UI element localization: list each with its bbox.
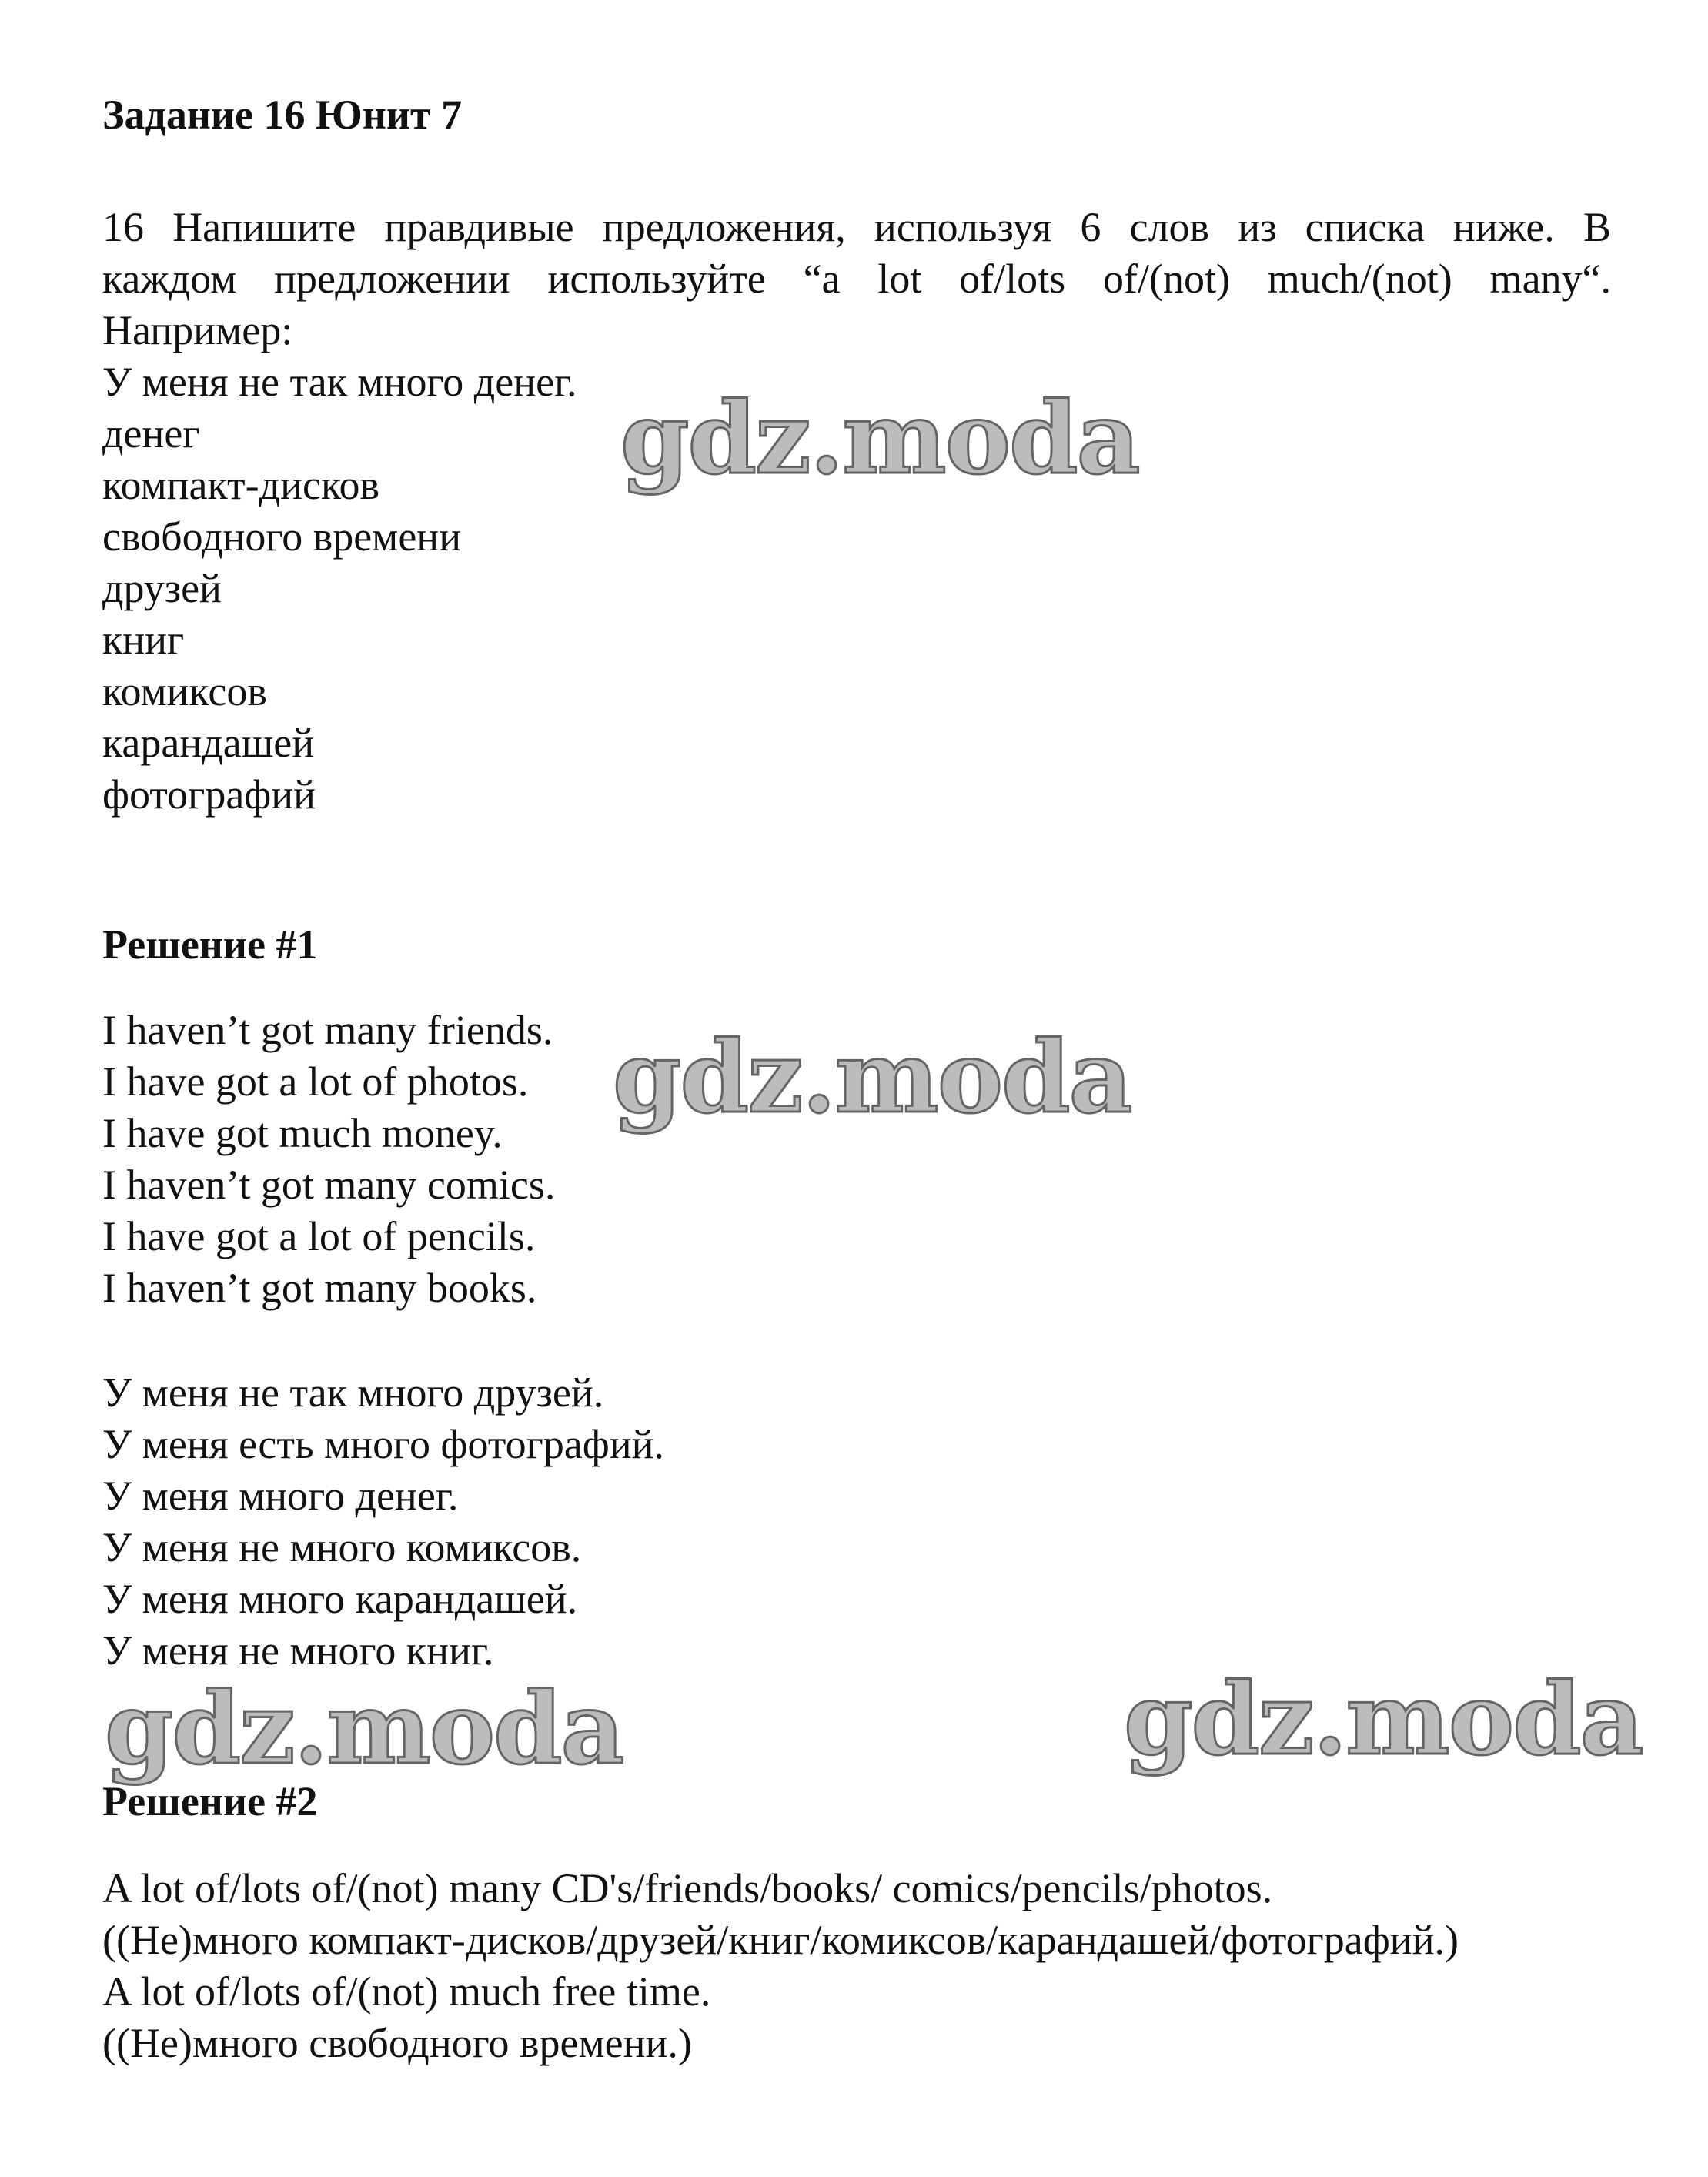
solution-1-english-line: I have got a lot of photos. bbox=[102, 1058, 529, 1105]
page-title: Задание 16 Юнит 7 bbox=[102, 92, 463, 138]
solution-1-russian-line: У меня не так много друзей. bbox=[102, 1369, 604, 1416]
watermark-logo: gdz.moda bbox=[105, 1671, 623, 1787]
solution-1-english-line: I haven’t got many books. bbox=[102, 1265, 537, 1311]
word-list-item: друзей bbox=[102, 565, 222, 611]
watermark-logo: gdz.moda bbox=[613, 1020, 1131, 1135]
solution-1-russian-line: У меня много денег. bbox=[102, 1473, 459, 1519]
solution-1-heading: Решение #1 bbox=[102, 921, 318, 968]
word-list-item: фотографий bbox=[102, 771, 316, 818]
watermark-logo: gdz.moda bbox=[1124, 1662, 1643, 1777]
solution-2-heading: Решение #2 bbox=[102, 1778, 318, 1824]
example-sentence: У меня не так много денег. bbox=[102, 359, 577, 405]
solution-2-line: ((Не)много свободного времени.) bbox=[102, 2020, 692, 2066]
solution-1-russian-line: У меня не много комиксов. bbox=[102, 1524, 582, 1570]
solution-1-english-line: I haven’t got many friends. bbox=[102, 1007, 553, 1053]
word-list-item: свободного времени bbox=[102, 513, 462, 560]
word-list-item: компакт-дисков bbox=[102, 462, 379, 508]
watermark-logo: gdz.moda bbox=[620, 381, 1139, 497]
solution-1-russian-line: У меня не много книг. bbox=[102, 1627, 494, 1674]
task-text-line-1: 16 Напишите правдивые предложения, используя 6 слов из списка ниже. В bbox=[102, 204, 1611, 250]
solution-2-line: A lot of/lots of/(not) many CD's/friends/books/ comics/pencils/photos. bbox=[102, 1865, 1273, 1911]
word-list-item: книг bbox=[102, 617, 185, 663]
word-list-item: карандашей bbox=[102, 720, 315, 766]
solution-1-russian-line: У меня есть много фотографий. bbox=[102, 1421, 665, 1467]
solution-1-english-line: I have got much money. bbox=[102, 1110, 503, 1156]
word-list-item: комиксов bbox=[102, 668, 267, 714]
solution-2-line: ((Не)много компакт-дисков/друзей/книг/комиксов/карандашей/фотографий.) bbox=[102, 1917, 1459, 1963]
solution-2-line: A lot of/lots of/(not) much free time. bbox=[102, 1968, 711, 2015]
solution-1-english-line: I have got a lot of pencils. bbox=[102, 1213, 536, 1259]
solution-1-english-line: I haven’t got many comics. bbox=[102, 1162, 556, 1208]
task-text-line-2: каждом предложении используйте “a lot of/lots of/(not) much/(not) many“. bbox=[102, 256, 1611, 302]
solution-1-russian-line: У меня много карандашей. bbox=[102, 1576, 578, 1622]
word-list-item: денег bbox=[102, 410, 200, 456]
example-label: Например: bbox=[102, 307, 293, 353]
